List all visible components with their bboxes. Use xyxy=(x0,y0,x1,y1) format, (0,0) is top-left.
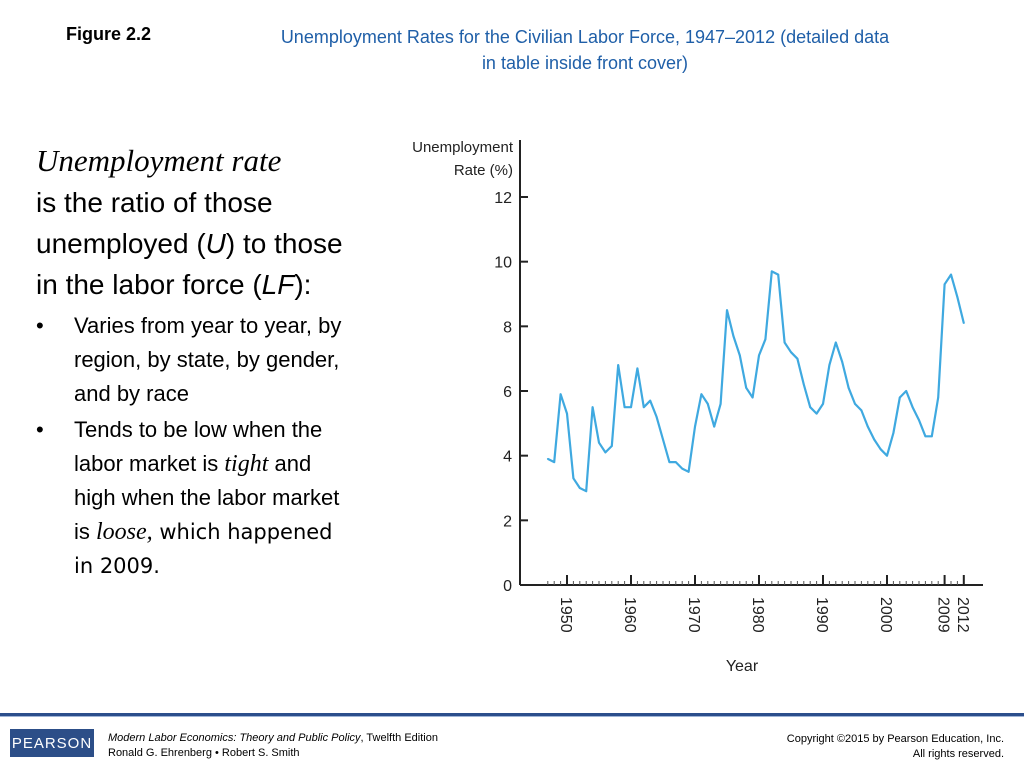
book-edition: , Twelfth Edition xyxy=(360,732,438,744)
chart-series xyxy=(547,270,965,492)
symbol-u: U xyxy=(205,228,226,259)
y-tick-label: 0 xyxy=(503,578,512,595)
copyright xyxy=(787,732,1004,762)
lead-part-3: ): xyxy=(294,269,312,300)
data-point xyxy=(829,364,831,366)
data-point xyxy=(880,448,882,450)
footer-rule-thin xyxy=(0,716,1024,717)
word-tight: tight xyxy=(224,451,269,477)
y-tick-label: 6 xyxy=(503,384,512,401)
rights-line: All rights reserved. xyxy=(912,748,1004,760)
data-point xyxy=(688,471,690,473)
x-tick-label: 2009 xyxy=(934,597,952,633)
bullet-dot: • xyxy=(36,313,44,338)
bullet-2-part-a: Tends to be low when the labor market is xyxy=(74,417,323,476)
data-point xyxy=(675,461,677,463)
data-point xyxy=(957,296,959,298)
bullet-1-text: Varies from year to year, by region, by state, by gender, and by race xyxy=(74,313,342,406)
bullet-item xyxy=(36,413,356,583)
data-point xyxy=(899,397,901,399)
data-point xyxy=(790,351,792,353)
data-point xyxy=(605,452,607,454)
data-point xyxy=(566,413,568,415)
data-point xyxy=(777,274,779,276)
data-point xyxy=(649,400,651,402)
data-point xyxy=(681,468,683,470)
lead-part-1: is the ratio of those unemployed ( xyxy=(36,187,273,259)
x-tick-label: 2000 xyxy=(877,597,894,633)
bullet-2-part-b: and high when the labor market is xyxy=(74,451,340,544)
chart-axes xyxy=(494,140,983,633)
data-point xyxy=(611,445,613,447)
data-point xyxy=(835,342,837,344)
x-tick-label: 1970 xyxy=(685,597,702,633)
word-loose: loose, xyxy=(96,519,153,545)
figure-label: Figure 2.2 xyxy=(66,24,152,44)
data-point xyxy=(662,439,664,441)
x-tick-label: 1980 xyxy=(749,597,766,633)
figure-title-line-1: Unemployment Rates for the Civilian Labor Force, 1947–2012 (detailed data xyxy=(280,27,890,47)
data-point xyxy=(726,309,728,311)
data-point xyxy=(745,387,747,389)
book-citation xyxy=(108,731,438,761)
term-unemployment-rate: Unemployment rate xyxy=(36,143,282,178)
book-authors: Ronald G. Ehrenberg • Robert S. Smith xyxy=(108,747,300,759)
book-title-line xyxy=(108,731,438,746)
data-point xyxy=(553,461,555,463)
definition-text xyxy=(36,140,356,585)
data-point xyxy=(822,403,824,405)
x-tick-label: 2012 xyxy=(953,597,971,633)
data-point xyxy=(713,426,715,428)
data-point xyxy=(733,335,735,337)
data-point xyxy=(841,361,843,363)
unemployment-line-chart xyxy=(370,125,1000,685)
bullet-item xyxy=(36,309,356,411)
y-tick-label: 12 xyxy=(494,190,512,207)
copyright-line: Copyright ©2015 by Pearson Education, Inc. xyxy=(786,733,1004,745)
y-tick-label: 8 xyxy=(503,319,512,337)
data-point xyxy=(669,461,671,463)
data-point xyxy=(765,338,767,340)
data-point xyxy=(579,487,581,489)
data-point xyxy=(784,342,786,344)
data-point xyxy=(905,390,907,392)
bullet-dot: • xyxy=(36,417,44,442)
figure-title-line-2: in table inside front cover) xyxy=(481,53,689,73)
data-point xyxy=(547,458,549,460)
data-point xyxy=(931,435,933,437)
data-point xyxy=(797,358,799,360)
y-tick-label: 2 xyxy=(503,513,512,531)
data-point xyxy=(886,455,888,457)
data-point xyxy=(637,367,639,369)
data-point xyxy=(598,442,600,444)
x-tick-label: 1960 xyxy=(621,597,638,633)
data-point xyxy=(867,426,869,428)
data-point xyxy=(739,355,741,357)
x-tick-label: 1950 xyxy=(557,597,574,633)
data-point xyxy=(893,432,895,434)
y-axis-label-line-2: Rate (%) xyxy=(453,162,513,179)
data-point xyxy=(720,403,722,405)
data-point xyxy=(816,413,818,415)
data-point xyxy=(592,406,594,408)
data-point xyxy=(918,419,920,421)
y-tick-label: 10 xyxy=(494,254,512,272)
data-point xyxy=(944,283,946,285)
y-tick-label: 4 xyxy=(503,448,512,466)
data-point xyxy=(950,274,952,276)
data-point xyxy=(694,426,696,428)
definition-lead xyxy=(36,140,356,305)
data-point xyxy=(752,397,754,399)
y-axis-label-line-1: Unemployment xyxy=(412,139,513,156)
unemployment-rate-line xyxy=(548,271,964,491)
data-point xyxy=(937,397,939,399)
bullet-list xyxy=(36,309,356,583)
data-point xyxy=(803,384,805,386)
bullet-2-part-c: which happened in 2009. xyxy=(74,520,333,578)
data-point xyxy=(643,406,645,408)
data-point xyxy=(963,322,965,324)
pearson-logo: PEARSON xyxy=(10,729,94,757)
figure-title xyxy=(190,24,980,76)
data-point xyxy=(701,393,703,395)
data-point xyxy=(912,406,914,408)
data-point xyxy=(656,416,658,418)
data-point xyxy=(758,355,760,357)
data-point xyxy=(624,406,626,408)
x-axis-label: Year xyxy=(725,658,759,675)
data-point xyxy=(630,406,632,408)
data-point xyxy=(585,490,587,492)
x-tick-label: 1990 xyxy=(813,597,830,633)
data-point xyxy=(848,387,850,389)
data-point xyxy=(617,364,619,366)
data-point xyxy=(925,435,927,437)
data-point xyxy=(771,270,773,272)
data-point xyxy=(809,406,811,408)
book-title: Modern Labor Economics: Theory and Public Policy xyxy=(108,732,361,744)
data-point xyxy=(560,393,562,395)
data-point xyxy=(861,410,863,412)
symbol-lf: LF xyxy=(261,269,295,300)
data-point xyxy=(873,439,875,441)
data-point xyxy=(573,477,575,479)
data-point xyxy=(707,403,709,405)
data-point xyxy=(854,403,856,405)
lead-part-2: ) to those in the labor force ( xyxy=(36,228,343,300)
